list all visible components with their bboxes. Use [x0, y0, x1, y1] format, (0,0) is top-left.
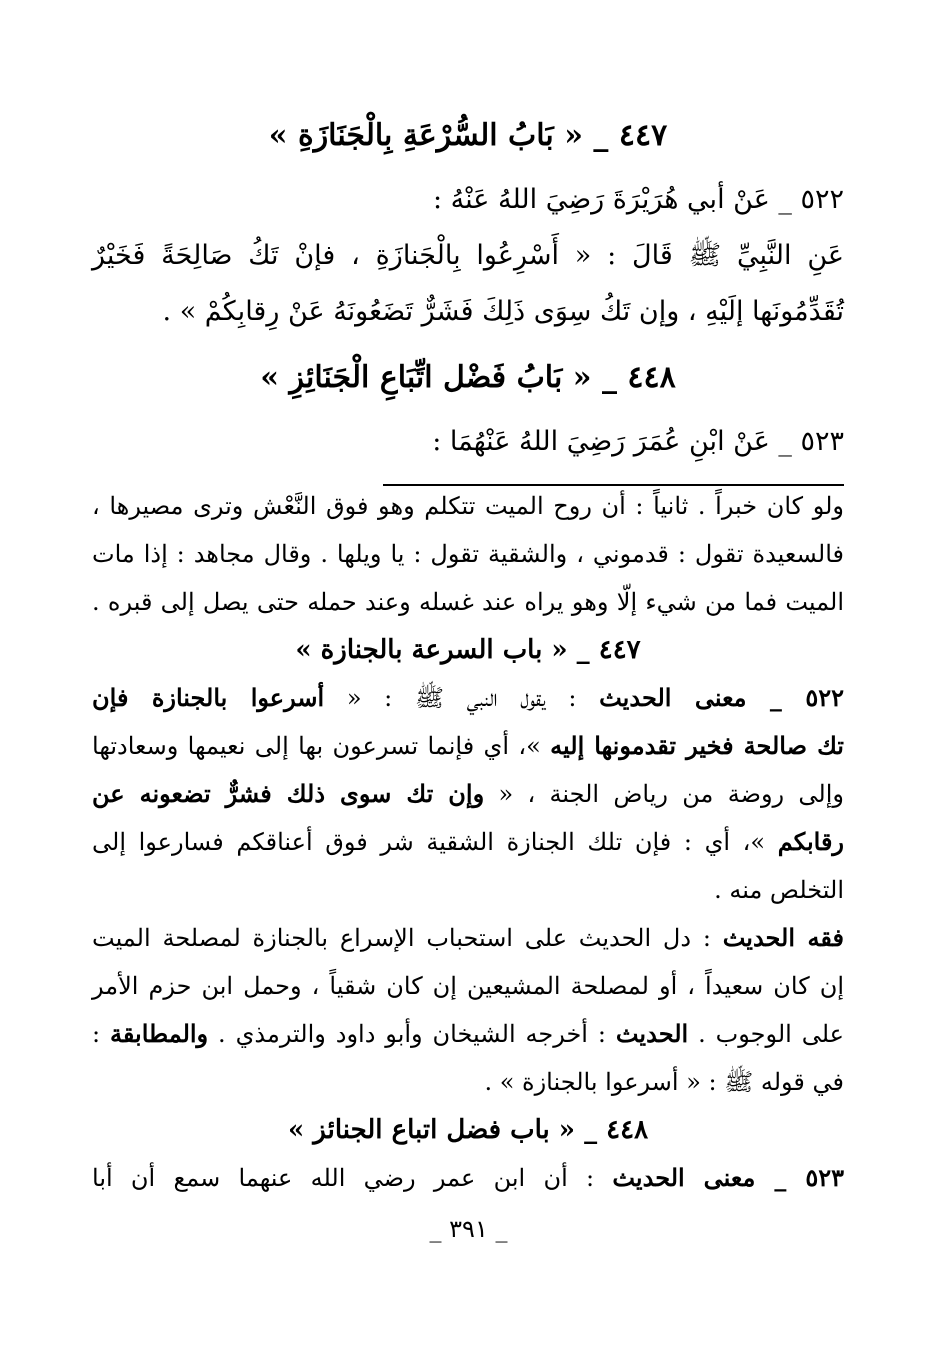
text-span: :: [92, 1020, 110, 1048]
hadith-label: الحديث: [615, 1019, 689, 1048]
separator-rule: [383, 484, 844, 486]
page-body: [92, 110, 844, 1202]
text-span: : أخرجه الشيخان وأبو داود والترمذي .: [208, 1020, 616, 1048]
fiqh-label: فقه الحديث: [722, 923, 845, 952]
commentary-522-line-5: التخلص منه .: [714, 876, 844, 904]
hadith-522-line-2: تُقَدِّمُونَها إلَيْهِ ، وإن تَكُ سِوَى ذَلِكَ فَشَرٌّ تَضَعُونَهُ عَنْ رِقابِكُمْ » .: [162, 296, 844, 327]
commentary-522-line-4: [92, 818, 844, 866]
text-span: على الوجوب .: [688, 1020, 844, 1048]
chapter-heading-447: ٤٤٧ _ « بَابُ السُّرْعَةِ بِالْجَنَازَةِ »: [268, 118, 668, 153]
chapter-heading-448: ٤٤٨ _ « بَابُ فَضْل اتِّبَاعِ الْجَنَائِزِ »: [260, 360, 676, 395]
commentary-522-line-2: [92, 722, 844, 770]
commentary-line: فالسعيدة تقول : قدموني ، والشقية تقول : يا ويلها . وقال مجاهد : إذا مات: [92, 540, 844, 568]
page-number: _ ٣٩١ _: [429, 1215, 508, 1243]
text-span: : دل الحديث على استحباب الإسراع بالجنازة لمصلحة الميت: [92, 924, 723, 952]
fiqh-line-3: [92, 1010, 844, 1058]
commentary-heading-447: ٤٤٧ _ « باب السرعة بالجنازة »: [295, 635, 641, 665]
text-span: وإلى روضة من رياض الجنة ، «: [484, 780, 845, 808]
text-span: : يقول النبي ﷺ : «: [324, 684, 600, 712]
commentary-522-line-3: [92, 770, 844, 818]
hadith-522-line-1: عَنِ النَّبِيِّ ﷺ قَالَ : « أَسْرِعُوا بِالْجَنازَةِ ، فإنْ تَكُ صَالِحَةً فَخَيْرٌ: [92, 240, 844, 271]
quoted-hadith: وإن تك سوى ذلك فشرٌّ تضعونه عن: [92, 779, 485, 808]
fiqh-line-1: [92, 914, 844, 962]
hadith-522-intro: ٥٢٢ _ عَنْ أبي هُرَيْرَةَ رَضِيَ اللهُ عَنْهُ :: [433, 184, 844, 215]
quoted-hadith: أسرعوا بالجنازة فإن: [92, 683, 325, 712]
meaning-label: ٥٢٣ _ معنى الحديث: [612, 1163, 844, 1192]
mutabaqa-label: والمطابقة: [110, 1019, 209, 1048]
text-span: »، أي : فإن تلك الجنازة الشقية شر فوق أعناقكم فسارعوا إلى: [92, 828, 778, 856]
quoted-hadith: تك صالحة فخير تقدمونها إليه: [550, 731, 844, 760]
fiqh-line-2: إن كان سعيداً ، أو لمصلحة المشيعين إن كان شقياً ، وحمل ابن حزم الأمر: [92, 972, 844, 1000]
commentary-523-line-1: [92, 1154, 844, 1202]
quoted-hadith: رقابكم: [777, 827, 844, 856]
commentary-522-line-1: [92, 674, 844, 722]
commentary-line: الميت فما من شيء إلّا وهو يراه عند غسله وعند حمله حتى يصل إلى قبره .: [92, 588, 844, 616]
text-span: : أن ابن عمر رضي الله عنهما سمع أن أبا: [92, 1164, 613, 1192]
hadith-523-intro: ٥٢٣ _ عَنْ ابْنِ عُمَرَ رَضِيَ اللهُ عَنْهُمَا :: [432, 426, 844, 457]
text-span: »، أي فإنما تسرعون بها إلى نعيمها وسعادتها: [92, 732, 551, 760]
meaning-label: ٥٢٢ _ معنى الحديث: [599, 683, 844, 712]
fiqh-line-4: في قوله ﷺ : « أسرعوا بالجنازة » .: [484, 1068, 844, 1096]
commentary-heading-448: ٤٤٨ _ « باب فضل اتباع الجنائز »: [287, 1115, 649, 1145]
commentary-line: ولو كان خبراً . ثانياً : أن روح الميت تتكلم وهو فوق النَّعْش وترى مصيرها ،: [92, 492, 844, 520]
